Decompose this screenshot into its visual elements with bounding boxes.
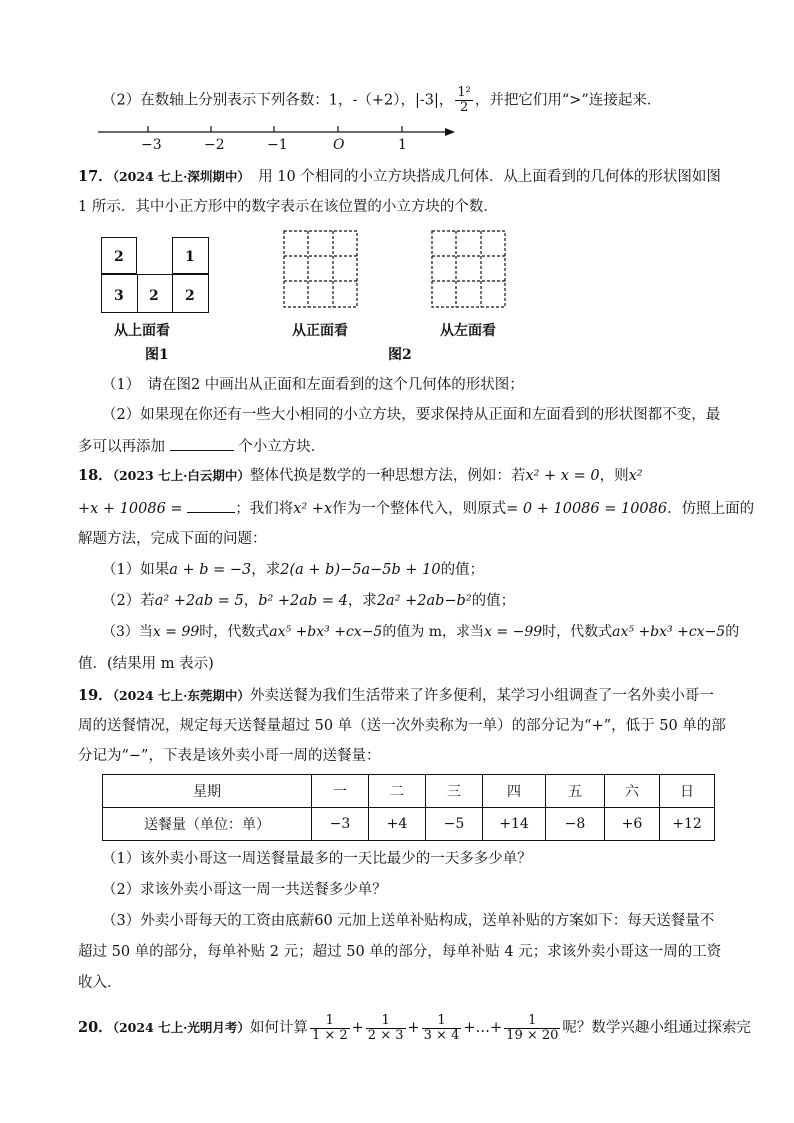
- q18-part3-b: 时，代数式: [199, 624, 270, 640]
- frac-num: 1: [366, 1014, 406, 1029]
- q20-fraction: [504, 1014, 560, 1043]
- q18-part3-e: 的: [725, 624, 740, 640]
- q19-part3-c: 收入．: [78, 975, 122, 991]
- q20-post: 呢？数学兴趣小组通过探索完: [562, 1020, 751, 1036]
- q16-part2-suffix: ，并把它们用“>”连接起来．: [474, 92, 662, 109]
- q18-expr: x²: [628, 468, 643, 484]
- caption-top-view: 从上面看: [114, 323, 170, 339]
- top-view-value: 2: [185, 288, 195, 304]
- q19-line3: 分记为“−”，下表是该外卖小哥一周的送餐量：: [78, 748, 381, 764]
- q18-line1: [78, 466, 643, 486]
- q18-expr: b² +2ab = 4: [258, 593, 348, 609]
- q18-expr: 2(a + b)−5a−5b + 10: [280, 562, 441, 578]
- q18-expr: ax⁵ +bx³ +cx−5: [612, 624, 726, 640]
- q18-expr: a² +2ab = 5: [154, 593, 244, 609]
- q18-part2-c: ，求: [347, 593, 377, 609]
- grid-divider: [172, 274, 173, 313]
- q18-line2-b: ；我们将: [235, 501, 294, 517]
- q17-source: （2024 七上·深圳期中）: [112, 169, 244, 184]
- table-cell: 一: [312, 775, 369, 808]
- q18-part3-c: 的值为 m，求当: [382, 624, 485, 640]
- table-cell: −8: [546, 808, 605, 841]
- q18-part2-b: ，: [243, 593, 259, 609]
- q19-line2: 周的送餐情况，规定每天送餐量超过 50 单（送一次外卖称为一单）的部分记为“+”，低于 50 单的部: [78, 718, 726, 734]
- table-cell: −3: [312, 808, 369, 841]
- q19-part2: （2）求该外卖小哥这一周一共送餐多少单？: [102, 882, 387, 898]
- q17-part1: （1） 请在图2 中画出从正面和左面看到的这个几何体的形状图；: [102, 377, 524, 393]
- q18-line2-d: ．仿照上面的: [667, 501, 755, 517]
- table-cell: +4: [369, 808, 426, 841]
- q16-frac-num: 1²: [457, 85, 471, 100]
- q20-fraction: [310, 1014, 350, 1043]
- q18-part3-a: （3）当: [102, 624, 153, 640]
- q17-line2: 1 所示．其中小正方形中的数字表示在该位置的小立方块的个数．: [78, 199, 498, 215]
- delivery-table: [102, 774, 715, 841]
- answer-blank[interactable]: [187, 498, 235, 513]
- table-cell: 四: [483, 775, 546, 808]
- q18-part3-line2: 值．(结果用 m 表示): [78, 656, 214, 672]
- frac-num: 1: [504, 1014, 560, 1029]
- q18-part1: [102, 560, 484, 580]
- q18-part1-b: ，求: [251, 562, 281, 578]
- frac-num: 1: [310, 1014, 350, 1029]
- q19-line1-text: 外卖送餐为我们生活带来了许多便利，某学习小组调查了一名外卖小哥一: [249, 688, 714, 704]
- table-cell: −5: [426, 808, 483, 841]
- answer-blank[interactable]: [170, 436, 234, 451]
- q18-number: 18．: [78, 467, 113, 484]
- q16-abs-value: |-3|: [414, 92, 439, 109]
- q17-part2-b: [78, 436, 325, 457]
- q20-fraction: [422, 1014, 462, 1043]
- q18-line1-a: 整体代换是数学的一种思想方法，例如：若: [249, 468, 526, 484]
- q18-part3-d: 时，代数式: [542, 624, 613, 640]
- left-view-dashed-grid: [431, 230, 507, 308]
- q19-part1: （1）该外卖小哥这一周送餐量最多的一天比最少的一天多多少单？: [102, 851, 532, 867]
- q20-fraction: [366, 1014, 406, 1043]
- q18-expr: a + b = −3: [169, 562, 252, 578]
- q16-part2-prefix: （2）在数轴上分别表示下列各数：1，-（+2），: [102, 92, 415, 109]
- frac-num: 1: [422, 1014, 462, 1029]
- top-view-value: 3: [114, 288, 124, 304]
- table-cell: 六: [605, 775, 660, 808]
- top-view-value: 2: [114, 249, 124, 265]
- q18-part1-a: （1）如果: [102, 562, 170, 578]
- q16-frac-den: 2: [459, 100, 469, 115]
- q16-part2-text: （2）在数轴上分别表示下列各数：1，-（+2），|-3|， $\frac{\text{1²}}{2}$ ，并把它们用“>”连接起来．: [102, 85, 662, 115]
- q18-expr: x = −99: [484, 624, 543, 640]
- figure-1-label: 图1: [145, 347, 169, 363]
- q19-part3-a: （3）外卖小哥每天的工资由底薪60 元加上送单补贴构成，送单补贴的方案如下：每天送餐量不: [102, 913, 715, 929]
- q20-ellipsis: +…+: [463, 1020, 503, 1036]
- q18-part1-c: 的值；: [440, 562, 485, 578]
- front-view-dashed-grid: [283, 230, 359, 308]
- q20-number: 20．: [78, 1019, 113, 1036]
- table-cell: +12: [660, 808, 715, 841]
- q19-part3-b: 超过 50 单的部分，每单补贴 2 元；超过 50 单的部分，每单补贴 4 元；求该外卖小哥这一周的工资: [78, 944, 722, 960]
- q18-part3: [102, 622, 739, 642]
- q18-part2: [102, 591, 515, 611]
- q18-expr: +x + 10086 =: [78, 501, 183, 517]
- frac-den: 2 × 3: [367, 1027, 404, 1043]
- tick-label-neg1: −1: [267, 137, 288, 153]
- q19-line1: [78, 686, 714, 706]
- table-cell: 三: [426, 775, 483, 808]
- q20-source: （2024 七上·光明月考）: [112, 1020, 250, 1035]
- tick-label-neg2: −2: [204, 137, 225, 153]
- q19-source: （2024 七上·东莞期中）: [112, 688, 250, 703]
- q18-part2-d: 的值；: [471, 593, 516, 609]
- q18-line2: [78, 498, 754, 519]
- table-cell: 五: [546, 775, 605, 808]
- q17-line1-text: 用 10 个相同的小立方块搭成几何体．从上面看到的几何体的形状图如图: [258, 169, 721, 185]
- tick-label-neg3: −3: [141, 137, 162, 153]
- frac-den: 3 × 4: [423, 1027, 460, 1043]
- q17-part2-a: （2）如果现在你还有一些大小相同的小立方块，要求保持从正面和左面看到的形状图都不变，最: [102, 407, 721, 423]
- q17-part2-pre: 多可以再添加: [78, 439, 165, 455]
- q18-expr: 2a² +2ab−b²: [376, 593, 472, 609]
- q20-line1: 20．（2024 七上·光明月考）如何计算 $\frac{1}{1 \times 2}$ + $\frac{1}{2 \times 3}$ + $\frac{1}{3 \times 4}$ +…+ $\frac{1}{19 \times 20}$ 呢？数学兴趣小组通过探索完: [78, 1012, 751, 1043]
- q17-part2-post: 个小立方块．: [238, 439, 326, 455]
- top-view-value: 1: [185, 249, 195, 265]
- q18-part2-a: （2）若: [102, 593, 155, 609]
- top-view-value: 2: [149, 288, 159, 304]
- frac-den: 19 × 20: [506, 1027, 559, 1043]
- q18-expr: x² +x: [293, 501, 333, 517]
- table-cell: 二: [369, 775, 426, 808]
- q18-line2-c: 作为一个整体代入，则原式: [332, 501, 507, 517]
- grid-divider: [137, 274, 138, 313]
- q17-number: 17．: [78, 168, 113, 185]
- tick-label-origin: O: [333, 137, 345, 153]
- table-cell: 送餐量（单位：单）: [103, 808, 312, 841]
- q18-expr: x = 99: [152, 624, 200, 640]
- table-cell: +6: [605, 808, 660, 841]
- q17-line1: [78, 167, 721, 187]
- q18-line3: 解题方法，完成下面的问题：: [78, 531, 267, 547]
- caption-left-view: 从左面看: [440, 323, 496, 339]
- table-cell: 日: [660, 775, 715, 808]
- table-cell: +14: [483, 808, 546, 841]
- table-row: [103, 808, 715, 841]
- q20-pre: 如何计算: [249, 1020, 308, 1036]
- table-cell: 星期: [103, 775, 312, 808]
- figure-2-label: 图2: [388, 347, 412, 363]
- caption-front-view: 从正面看: [292, 323, 348, 339]
- q18-line1-b: ，则: [599, 468, 629, 484]
- q18-expr: = 0 + 10086 = 10086: [506, 501, 668, 517]
- q18-source: （2023 七上·白云期中）: [112, 468, 250, 483]
- tick-label-1: 1: [398, 137, 407, 153]
- q18-expr: ax⁵ +bx³ +cx−5: [269, 624, 383, 640]
- table-row: [103, 775, 715, 808]
- q19-number: 19．: [78, 687, 113, 704]
- frac-den: 1 × 2: [311, 1027, 348, 1043]
- q16-fraction: [455, 86, 472, 115]
- q18-expr: x² + x = 0: [525, 468, 600, 484]
